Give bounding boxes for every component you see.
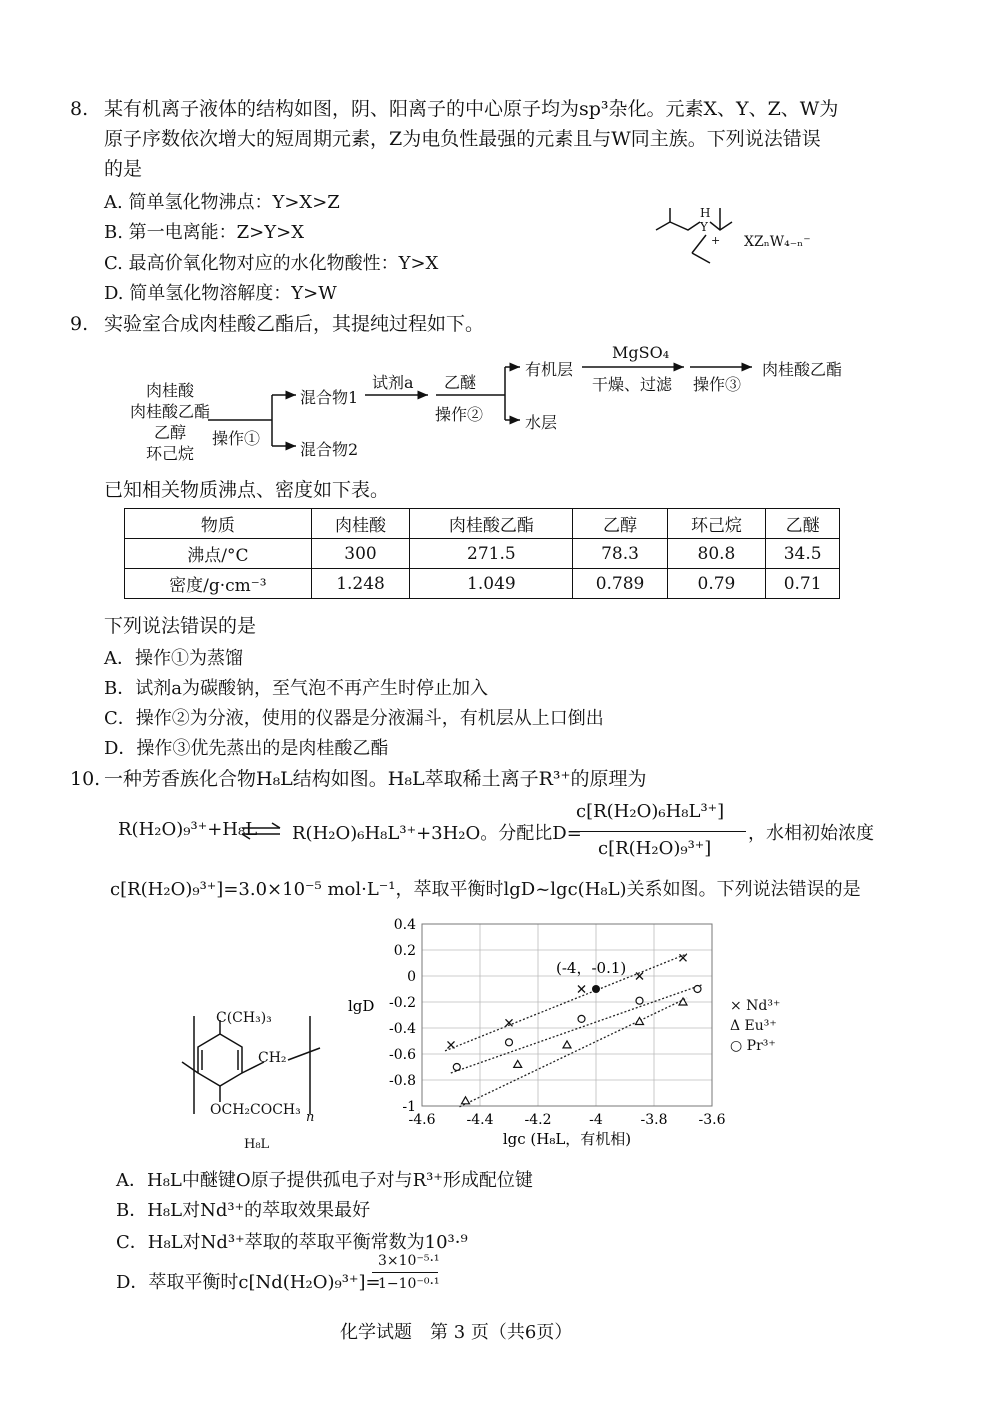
q8-structure-anion: XZₙW₄₋ₙ⁻ <box>744 234 811 250</box>
table-cell: 沸点/°C <box>125 539 312 569</box>
q9-stem: 实验室合成肉桂酸乙酯后，其提纯过程如下。 <box>104 313 485 335</box>
q8-number: 8. <box>70 98 89 120</box>
table-cell: 78.3 <box>573 539 667 569</box>
chart-y-tick-label: -0.8 <box>389 1073 416 1089</box>
q8-option-c: C. 最高价氧化物对应的水化物酸性：Y>X <box>104 253 439 274</box>
chart-point-pr <box>694 986 701 993</box>
q10-optd-denominator: 1−10⁻⁰·¹ <box>378 1276 440 1292</box>
q9-option-b: B．试剂a为碳酸钠，至气泡不再产生时停止加入 <box>104 678 488 699</box>
table-cell: 密度/g·cm⁻³ <box>125 569 312 599</box>
chart-point-pr <box>578 1015 585 1022</box>
q9-option-d: D．操作③优先蒸出的是肉桂酸乙酯 <box>104 738 389 759</box>
flow-op2: 操作② <box>435 405 484 424</box>
chart-y-tick-label: -0.4 <box>389 1021 416 1037</box>
q8-structure-charge: + <box>711 234 721 247</box>
chart-point-nd <box>578 986 585 993</box>
q9-known-text: 已知相关物质沸点、密度如下表。 <box>104 479 390 501</box>
flow-mixture1: 混合物1 <box>300 388 359 407</box>
chart-y-tick-label: -0.2 <box>389 995 416 1011</box>
q8-structure-y: Y <box>700 220 708 234</box>
flow-start-item: 肉桂酸 <box>145 381 194 400</box>
flow-start-item: 肉桂酸乙酯 <box>129 402 210 421</box>
q10-equation-left: R(H₂O)₉³⁺+H₈L <box>118 819 258 840</box>
q10-option-c: C．H₈L对Nd³⁺萃取的萃取平衡常数为10³·⁹ <box>116 1232 468 1253</box>
q8-stem-line2: 原子序数依次增大的短周期元素，Z为电负性最强的元素且与W同主族。下列说法错误 <box>104 128 821 150</box>
chart-y-tick-label: -0.6 <box>389 1047 416 1063</box>
q10-optd-numerator: 3×10⁻⁵·¹ <box>378 1253 440 1269</box>
table-cell: 乙醇 <box>573 509 667 539</box>
q9-ask: 下列说法错误的是 <box>104 615 257 637</box>
equilibrium-arrow <box>240 821 284 841</box>
chart-point-eu <box>563 1041 571 1048</box>
chart-x-tick-label: -3.6 <box>698 1112 726 1128</box>
chart-point-eu <box>636 1018 644 1025</box>
chart-x-tick-label: -4.2 <box>524 1112 552 1128</box>
q10-equation-tail: ，水相初始浓度 <box>748 823 874 844</box>
chart-point-eu <box>514 1060 522 1067</box>
q8-option-b: B. 第一电离能：Z>Y>X <box>104 222 305 243</box>
table-cell: 环己烷 <box>667 509 766 539</box>
q8-structure-h: H <box>700 206 711 220</box>
q8-option-a: A. 简单氢化物沸点：Y>X>Z <box>104 192 340 213</box>
flow-start-item: 乙醇 <box>153 423 186 442</box>
flow-start-item: 环己烷 <box>145 444 194 463</box>
table-row <box>125 539 840 569</box>
q8-stem-line3: 的是 <box>104 158 143 180</box>
chart-point-eu <box>462 1097 470 1104</box>
annotation-label: (-4，-0.1) <box>556 959 627 977</box>
annotation-dot <box>592 985 600 993</box>
legend-pr: ○ Pr³⁺ <box>730 1038 776 1054</box>
properties-table <box>124 508 840 599</box>
table-row <box>125 569 840 599</box>
chart-y-axis-label: lgD <box>348 997 375 1015</box>
flow-op3: 操作③ <box>693 375 742 394</box>
q10-equation-right: R(H₂O)₆H₈L³⁺+3H₂O。分配比D= <box>292 823 582 844</box>
flow-op1: 操作① <box>212 429 261 448</box>
flow-dry-filter: 干燥、过滤 <box>592 375 673 394</box>
q10-stem-line3: c[R(H₂O)₉³⁺]=3.0×10⁻⁵ mol·L⁻¹，萃取平衡时lgD~lgc(H₈L)关系如图。下列说法错误的是 <box>110 879 861 900</box>
mol-ch2: CH₂ <box>258 1050 287 1066</box>
chart-annotation <box>556 959 626 993</box>
flow-water-layer: 水层 <box>525 413 558 432</box>
legend-eu: Δ Eu³⁺ <box>730 1018 777 1034</box>
chart-legend <box>730 996 780 1056</box>
chart-x-axis-label: lgc (H₈L，有机相) <box>502 1130 632 1148</box>
legend-nd: × Nd³⁺ <box>730 998 781 1014</box>
q9-number: 9. <box>70 313 89 335</box>
table-cell: 肉桂酸 <box>311 509 410 539</box>
table-cell: 0.79 <box>667 569 766 599</box>
flow-mixture2: 混合物2 <box>300 440 359 459</box>
table-cell: 80.8 <box>667 539 766 569</box>
q8-stem-line1: 某有机离子液体的结构如图，阴、阳离子的中心原子均为sp³杂化。元素X、Y、Z、W为 <box>104 98 839 120</box>
mol-n: n <box>306 1110 315 1125</box>
table-row <box>125 509 840 539</box>
table-cell: 物质 <box>125 509 312 539</box>
q8-option-d: D. 简单氢化物溶解度：Y>W <box>104 283 337 304</box>
chart-point-nd <box>448 1041 455 1048</box>
optd-fraction-bar <box>372 1272 438 1273</box>
chart-x-tick-label: -4.4 <box>466 1112 494 1128</box>
chart-y-tick-label: -1 <box>402 1099 416 1115</box>
flow-reagent-a: 试剂a <box>372 373 414 392</box>
q10-option-a: A．H₈L中醚键O原子提供孤电子对与R³⁺形成配位键 <box>116 1170 533 1191</box>
chart-grid <box>422 924 712 1106</box>
q10-ratio-denominator: c[R(H₂O)₉³⁺] <box>598 838 712 859</box>
chart-y-tick-label: 0 <box>407 969 416 985</box>
flow-mgso4: MgSO₄ <box>612 343 670 362</box>
mol-tbutyl: C(CH₃)₃ <box>216 1010 272 1026</box>
chart-y-tick-label: 0.4 <box>393 917 416 933</box>
series-line-triangle <box>460 998 688 1107</box>
q10-ratio-numerator: c[R(H₂O)₆H₈L³⁺] <box>576 801 725 822</box>
table-cell: 0.789 <box>573 569 667 599</box>
table-cell: 乙醚 <box>766 509 840 539</box>
chart-point-pr <box>453 1064 460 1071</box>
table-cell: 肉桂酸乙酯 <box>410 509 573 539</box>
mol-side-chain: OCH₂COCH₃ <box>210 1102 301 1118</box>
q9-option-c: C．操作②为分液，使用的仪器是分液漏斗，有机层从上口倒出 <box>104 708 604 729</box>
q9-option-a: A．操作①为蒸馏 <box>104 648 243 669</box>
table-cell: 1.049 <box>410 569 573 599</box>
flow-organic-layer: 有机层 <box>525 360 574 379</box>
chart-point-pr <box>506 1039 513 1046</box>
chart-x-tick-label: -4.6 <box>408 1112 436 1128</box>
table-cell: 300 <box>311 539 410 569</box>
chart-x-tick-label: -3.8 <box>640 1112 668 1128</box>
flow-product: 肉桂酸乙酯 <box>762 360 843 379</box>
mol-label: H₈L <box>244 1137 270 1152</box>
chart-x-tick-label: -4 <box>589 1112 603 1128</box>
table-cell: 1.248 <box>311 569 410 599</box>
q10-option-d: D．萃取平衡时c[Nd(H₂O)₉³⁺]= <box>116 1272 381 1293</box>
page-footer: 化学试题 第 3 页（共6页） <box>340 1322 573 1343</box>
fraction-bar <box>570 831 746 832</box>
flow-ether: 乙醚 <box>444 373 477 392</box>
chart-frame <box>422 924 712 1106</box>
flow-arrows <box>0 0 992 470</box>
q10-option-b: B．H₈L对Nd³⁺的萃取效果最好 <box>116 1200 371 1221</box>
q10-stem-line1: 一种芳香族化合物H₈L结构如图。H₈L萃取稀土离子R³⁺的原理为 <box>104 768 647 790</box>
chart-point-pr <box>636 997 643 1004</box>
chart-ticks <box>348 917 726 1148</box>
table-cell: 34.5 <box>766 539 840 569</box>
chart-y-tick-label: 0.2 <box>393 943 416 959</box>
table-cell: 0.71 <box>766 569 840 599</box>
q10-number: 10. <box>70 768 101 790</box>
table-cell: 271.5 <box>410 539 573 569</box>
